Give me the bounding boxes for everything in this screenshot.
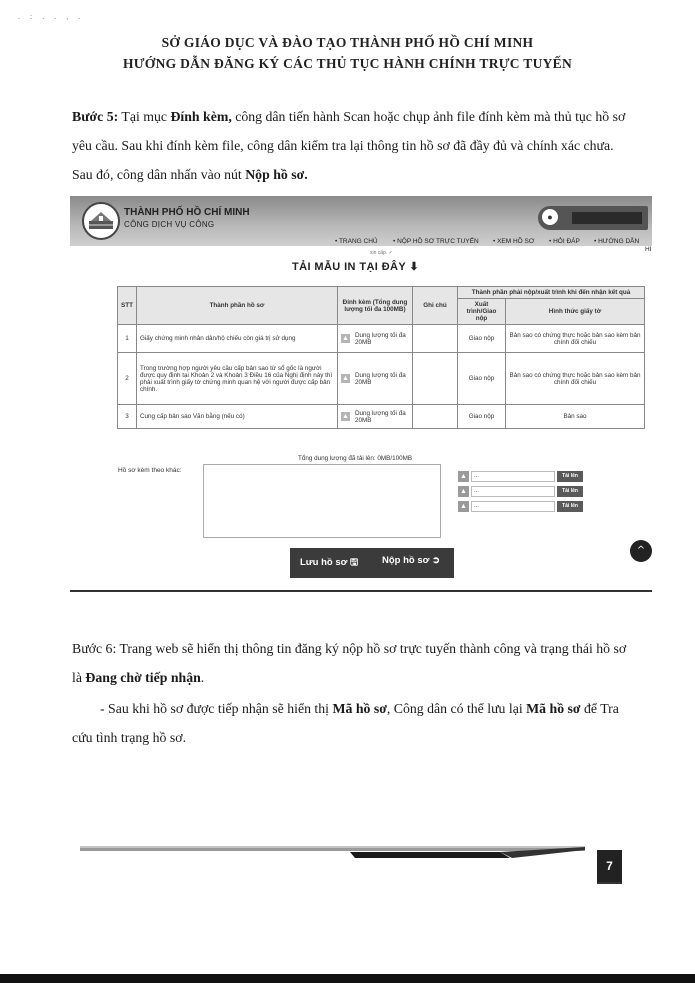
header-line-2: HƯỚNG DẪN ĐĂNG KÝ CÁC THỦ TỤC HÀNH CHÍNH TRỰC TUYẾN: [122, 56, 573, 71]
cell-name: Trong trường hợp người yêu cầu cấp bản sao từ sổ gốc là người được quy định tại Khoản 2 và Khoản 3 Điều 16 của Nghị định này thì phải xuất trình giấy tờ chứng minh quan hệ với người được cấp bản chính.: [137, 353, 338, 405]
page-number: 7: [597, 850, 622, 882]
download-form-label: TẢI MẪU IN TẠI ĐÂY: [292, 261, 406, 273]
cell-submit: Giao nộp: [458, 353, 506, 405]
cell-submit: Giao nộp: [458, 325, 506, 353]
screenshot-bottom-rule: [70, 590, 652, 592]
scan-bottom-edge: [0, 974, 695, 983]
cell-stt: 1: [118, 325, 137, 353]
nav-item-submit-online[interactable]: • NỘP HỒ SƠ TRỰC TUYẾN: [393, 238, 479, 245]
cell-stt: 2: [118, 353, 137, 405]
attach-limit: Dung lượng tối đa 20MB: [355, 371, 406, 386]
table-row: [118, 325, 645, 353]
scroll-top-icon[interactable]: ^: [630, 540, 652, 562]
nav-item-faq[interactable]: • HỎI ĐÁP: [549, 238, 580, 245]
step5-bold-1: Đính kèm,: [170, 109, 232, 124]
brand-subtitle: CÔNG DỊCH VỤ CÔNG: [124, 220, 215, 229]
action-bar: [290, 548, 454, 578]
file-upload-row: [458, 501, 583, 512]
extra-docs-label: Hồ sơ kèm theo khác:: [118, 467, 182, 474]
nav-item-cut: HI: [645, 246, 652, 253]
cell-submit: Giao nộp: [458, 405, 506, 429]
user-icon[interactable]: ●: [542, 209, 558, 225]
col-header-name: Thành phần hồ sơ: [137, 287, 338, 325]
file-input[interactable]: ...: [471, 471, 555, 482]
brand-title: THÀNH PHỐ HỒ CHÍ MINH: [124, 207, 250, 218]
cell-form: Bản sao: [506, 405, 645, 429]
main-nav: [70, 238, 652, 252]
col-header-stt: STT: [118, 287, 137, 325]
save-record-button[interactable]: Lưu hồ sơ 🖫: [300, 557, 359, 568]
submit-record-button[interactable]: Nộp hồ sơ ➲: [382, 555, 440, 566]
file-icon: ▲: [458, 486, 469, 497]
cell-stt: 3: [118, 405, 137, 429]
note-paragraph: [72, 694, 632, 752]
cell-name: Giấy chứng minh nhân dân/hộ chiếu còn giá trị sử dụng: [137, 325, 338, 353]
page-number-underline: [597, 882, 622, 884]
col-header-submit: Xuất trình/Giao nộp: [458, 299, 506, 325]
document-header: [0, 32, 695, 74]
nav-item-guide[interactable]: • HƯỚNG DẪN: [594, 238, 640, 245]
step5-bold-2: Nộp hồ sơ.: [245, 167, 308, 182]
step5-text-1: Tại mục: [118, 109, 171, 124]
cell-attach[interactable]: [338, 353, 413, 405]
step6-text-1: Trang web sẽ hiển thị thông tin đăng ký nộp hồ sơ trực tuyến thành công và trạng thái hồ sơ là: [72, 641, 627, 685]
col-header-group: Thành phần phải nộp/xuất trình khi đến nhận kết quả: [458, 287, 645, 299]
note-text-3: để Tra cứu tình trạng hồ sơ.: [72, 701, 619, 745]
step5-text-2: công dân tiến hành Scan hoặc chụp ảnh file đính kèm mà thủ tục hồ sơ yêu cầu. Sau khi đính kèm file, công dân kiểm tra lại thông tin hồ sơ đã đầy đủ và chính xác chưa. Sau đó, công dân nhấn vào nút: [72, 109, 626, 182]
note-bold-1: Mã hồ sơ: [332, 701, 387, 716]
file-upload-row: [458, 486, 583, 497]
file-icon: ▲: [458, 501, 469, 512]
step6-text-2: .: [200, 670, 205, 685]
extra-docs-textarea[interactable]: [203, 464, 441, 538]
header-line-1: SỞ GIÁO DỤC VÀ ĐÀO TẠO THÀNH PHỐ HỒ CHÍ MINH: [161, 35, 534, 50]
file-input[interactable]: ...: [471, 501, 555, 512]
note-text-2: , Công dân có thể lưu lại: [386, 701, 527, 716]
city-logo-icon: [82, 202, 120, 240]
upload-icon[interactable]: ▲: [342, 375, 349, 382]
cell-note: [413, 353, 458, 405]
embedded-screenshot: [70, 196, 652, 590]
step6-bold: Đang chờ tiếp nhận: [85, 670, 201, 685]
clipped-text: xin cấp. ✓: [370, 250, 393, 256]
upload-icon[interactable]: ▲: [342, 413, 349, 420]
step6-paragraph: [72, 634, 632, 692]
upload-button[interactable]: Tải lên: [557, 501, 583, 512]
step6-label: Bước 6:: [72, 641, 117, 656]
file-upload-row: [458, 471, 583, 482]
note-bold-2: Mã hồ sơ: [526, 701, 581, 716]
cell-form: Bản sao có chứng thực hoặc bản sao kèm bản chính đối chiếu: [506, 353, 645, 405]
nav-item-view-records[interactable]: • XEM HỒ SƠ: [493, 238, 535, 245]
cell-note: [413, 405, 458, 429]
upload-icon[interactable]: ▲: [342, 335, 349, 342]
user-name-field[interactable]: [572, 212, 642, 224]
total-uploaded: Tổng dung lượng đã tải lên: 0MB/100MB: [298, 455, 413, 462]
attach-limit: Dung lượng tối đa 20MB: [355, 331, 406, 346]
cell-attach[interactable]: [338, 325, 413, 353]
step5-label: Bước 5:: [72, 109, 119, 124]
download-icon: ⬇: [409, 261, 420, 273]
footer-decoration: [80, 843, 585, 859]
scan-marks: . : . . , .: [18, 12, 85, 21]
upload-button[interactable]: Tải lên: [557, 486, 583, 497]
download-form-link[interactable]: [292, 260, 419, 273]
table-row: [118, 405, 645, 429]
table-row: [118, 353, 645, 405]
cell-name: Cung cấp bản sao Văn bằng (nếu có): [137, 405, 338, 429]
note-text-1: - Sau khi hồ sơ được tiếp nhận sẽ hiển thị: [100, 701, 333, 716]
col-header-form: Hình thức giấy tờ: [506, 299, 645, 325]
cell-form: Bản sao có chứng thực hoặc bản sao kèm bản chính đối chiếu: [506, 325, 645, 353]
cell-attach[interactable]: [338, 405, 413, 429]
col-header-note: Ghi chú: [413, 287, 458, 325]
step5-paragraph: [72, 102, 632, 189]
attach-limit: Dung lượng tối đa 20MB: [355, 409, 406, 424]
cell-note: [413, 325, 458, 353]
nav-item-home[interactable]: • TRANG CHỦ: [335, 238, 378, 245]
file-icon: ▲: [458, 471, 469, 482]
col-header-attach: Đính kèm (Tổng dung lượng tối đa 100MB): [338, 287, 413, 325]
upload-button[interactable]: Tải lên: [557, 471, 583, 482]
file-input[interactable]: ...: [471, 486, 555, 497]
documents-table: [117, 286, 645, 429]
